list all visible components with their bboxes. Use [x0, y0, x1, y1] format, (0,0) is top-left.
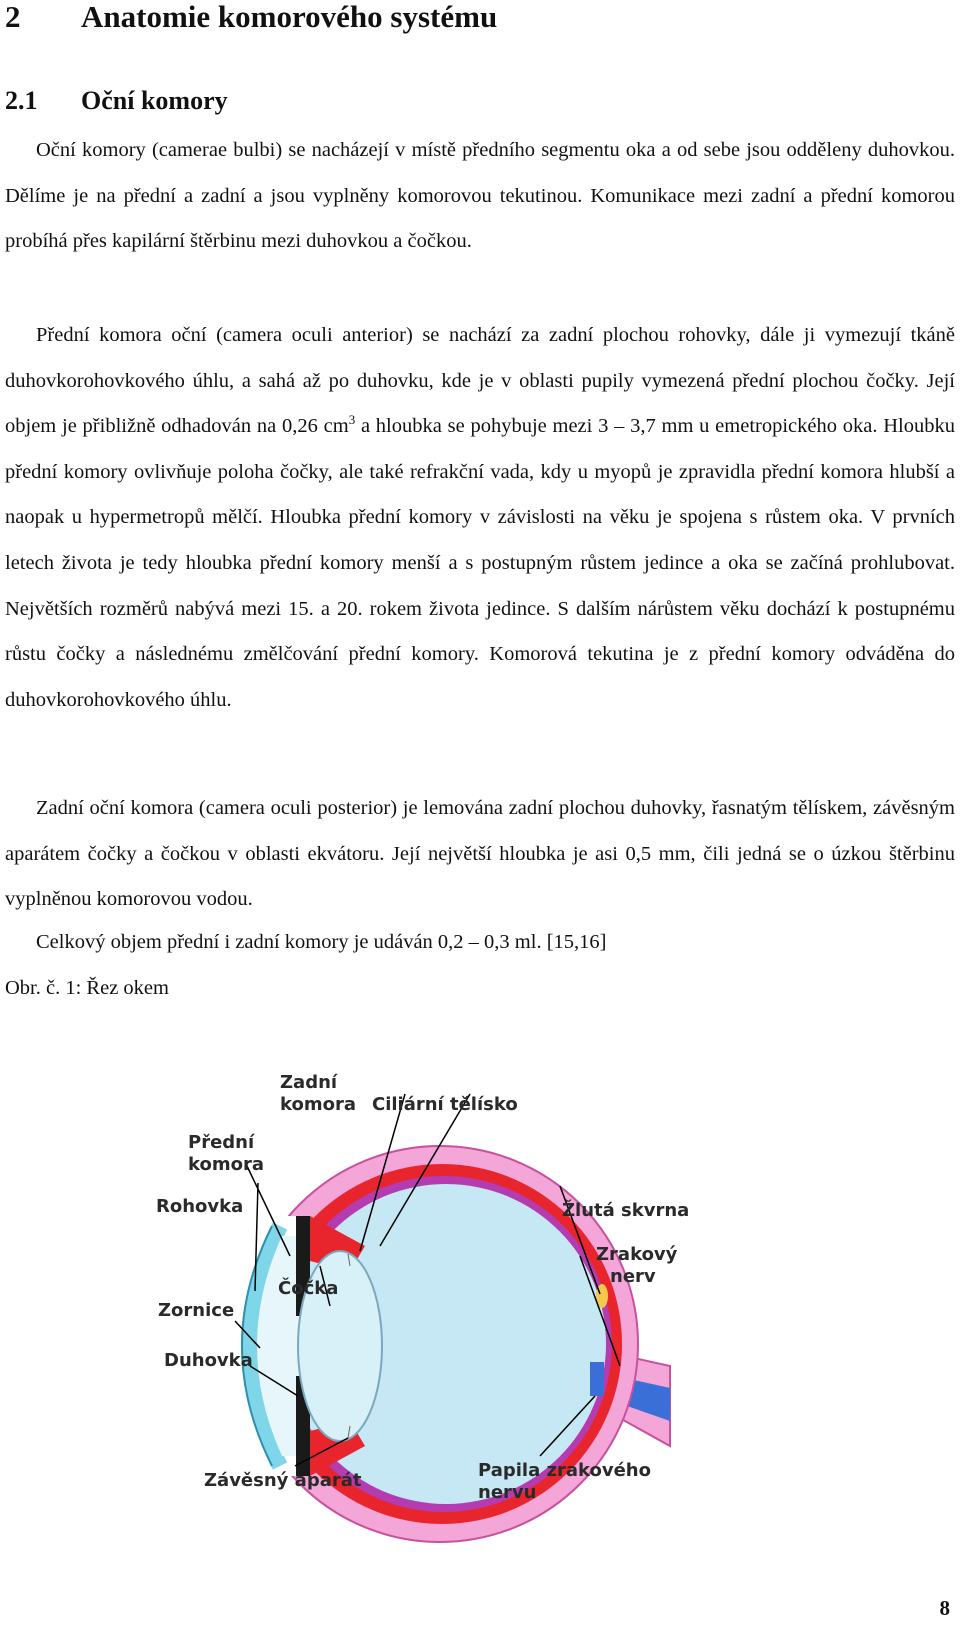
label-zavesny: Závěsný aparát: [204, 1470, 362, 1491]
section-number: 2.1: [5, 86, 38, 115]
chapter-title: Anatomie komorového systému: [81, 0, 498, 34]
section-title: Oční komory: [81, 86, 228, 115]
eye-cross-section-figure: [150, 1066, 720, 1556]
paragraph-anterior-text-b: a hloubka se pohybuje mezi 3 – 3,7 mm u emetropického oka. Hloubku přední komory ovlivňuje poloha čočky, ale také refrakční vada, kdy u myopů je zpravidla přední komora hlubší a naopak u hypermetropů mělčí. Hloubka přední komory v závislosti na věku je spojena s růstem oka. V prvních letech života je tedy hloubka přední komory menší a s postupným růstem jedince a oka se začíná prohlubovat. Největších rozměrů nabývá mezi 15. a 20. rokem života jedince. S dalším nárůstem věku dochází k postupnému růstu čočky a následnému změlčování přední komory. Komorová tekutina je z přední komory odváděna do duhovkorohovkového úhlu.: [5, 415, 955, 711]
label-zrakovy-1: Zrakový: [596, 1244, 678, 1265]
label-zluta: Žlutá skvrna: [562, 1200, 690, 1221]
figure-caption: Obr. č. 1: Řez okem: [5, 977, 169, 999]
label-duhovka: Duhovka: [164, 1350, 253, 1371]
label-rohovka: Rohovka: [156, 1196, 244, 1217]
label-zadni-2: komora: [280, 1094, 356, 1115]
label-papila-2: nervu: [478, 1482, 537, 1503]
page-number: 8: [939, 1596, 950, 1620]
label-zrakovy-2: nerv: [610, 1266, 656, 1287]
paragraph-intro: Oční komory (camerae bulbi) se nacházejí v místě předního segmentu oka a od sebe jsou odděleny duhovkou. Dělíme je na přední a zadní a jsou vyplněny komorovou tekutinou. Komunikace mezi zadní a přední komorou probíhá přes kapilární štěrbinu mezi duhovkou a čočkou.: [5, 139, 955, 253]
section-heading: [5, 86, 228, 116]
paragraph-posterior-chamber: Zadní oční komora (camera oculi posterior) je lemována zadní plochou duhovky, řasnatým tělískem, závěsným aparátem čočky a čočkou v oblasti ekvátoru. Její největší hloubka je asi 0,5 mm, čili jedná se o úzkou štěrbinu vyplněnou komorovou vodou.: [5, 797, 955, 911]
label-cocka: Čočka: [278, 1278, 339, 1299]
eye-diagram: [150, 1066, 720, 1556]
chapter-number: 2: [5, 0, 21, 34]
chapter-heading: [5, 0, 497, 34]
label-ciliarni: Ciliární tělísko: [372, 1094, 518, 1115]
paragraph-total-volume: Celkový objem přední i zadní komory je udáván 0,2 – 0,3 ml. [15,16]: [36, 931, 607, 953]
superscript-3: 3: [348, 412, 356, 428]
label-papila-1: Papila zrakového: [478, 1460, 651, 1481]
label-zadni-1: Zadní: [280, 1072, 338, 1093]
label-predni-1: Přední: [188, 1132, 255, 1153]
label-zornice: Zornice: [158, 1300, 235, 1321]
optic-disc: [590, 1362, 604, 1396]
paragraph-anterior-text-a: Přední komora oční (camera oculi anterior) se nachází za zadní plochou rohovky, dále ji vymezují tkáně duhovkorohovkového úhlu, a sahá až po duhovku, kde je v oblasti pupily vymezená přední plochou čočky. Její objem je přibližně odhadován na 0,26 cm: [5, 324, 955, 438]
label-predni-2: komora: [188, 1154, 264, 1175]
paragraph-anterior-chamber: [5, 313, 955, 723]
